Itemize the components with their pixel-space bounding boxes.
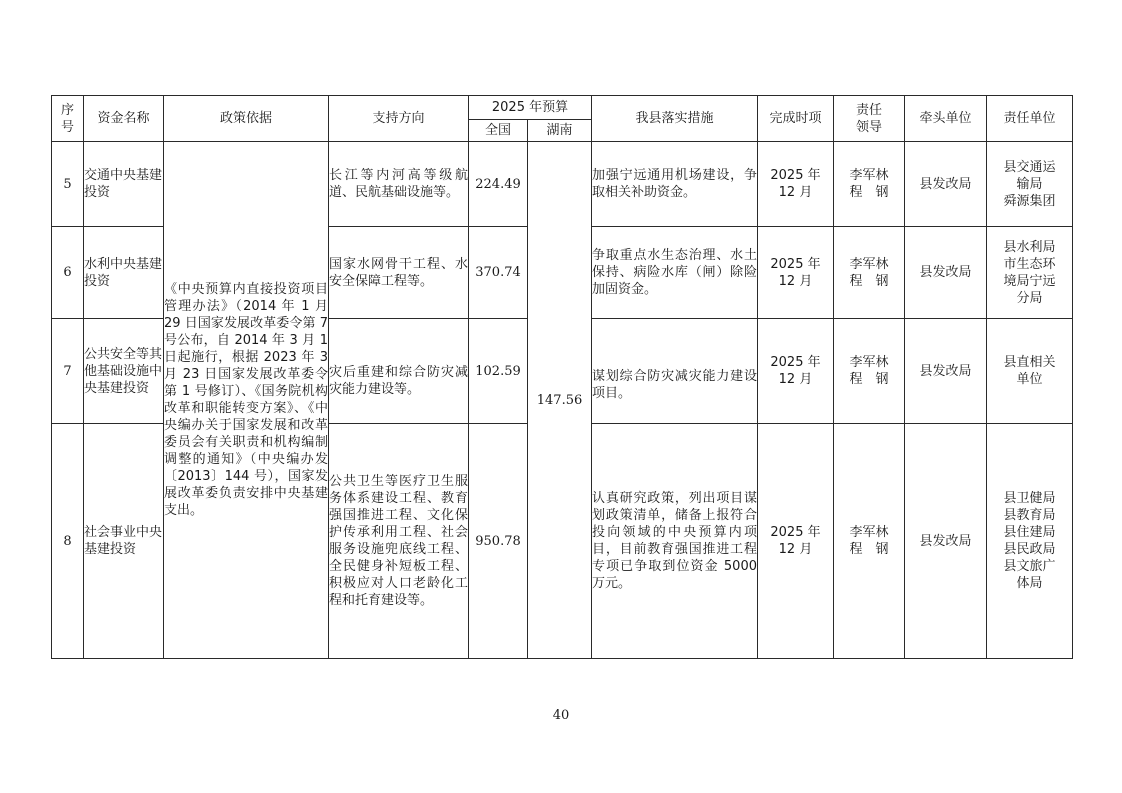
- row-measures: 谋划综合防灾减灾能力建设项目。: [592, 319, 758, 424]
- header-leader: 责任 领导: [834, 96, 905, 142]
- header-fund-name: 资金名称: [84, 96, 164, 142]
- row-support: 灾后重建和综合防灾减灾能力建设等。: [329, 319, 469, 424]
- header-measures: 我县落实措施: [592, 96, 758, 142]
- row-deadline: 2025 年 12 月: [758, 142, 834, 227]
- row-lead-unit: 县发改局: [905, 424, 987, 659]
- row-support: 公共卫生等医疗卫生服务体系建设工程、教育强国推进工程、文化保护传承利用工程、社会服务设施兜底线工程、全民健身补短板工程、积极应对人口老龄化工程和托育建设等。: [329, 424, 469, 659]
- row-fund-name: 社会事业中央基建投资: [84, 424, 164, 659]
- header-support: 支持方向: [329, 96, 469, 142]
- fund-table: [51, 95, 1073, 659]
- header-resp-unit: 责任单位: [987, 96, 1073, 142]
- row-seq: 7: [52, 319, 84, 424]
- row-national-budget: 370.74: [469, 227, 528, 319]
- header-lead-unit: 牵头单位: [905, 96, 987, 142]
- row-fund-name: 公共安全等其他基础设施中央基建投资: [84, 319, 164, 424]
- row-deadline: 2025 年 12 月: [758, 227, 834, 319]
- row-fund-name: 交通中央基建投资: [84, 142, 164, 227]
- row-national-budget: 950.78: [469, 424, 528, 659]
- header-deadline: 完成时项: [758, 96, 834, 142]
- row-lead-unit: 县发改局: [905, 227, 987, 319]
- row-measures: 争取重点水生态治理、水土保持、病险水库（闸）除险加固资金。: [592, 227, 758, 319]
- row-deadline: 2025 年 12 月: [758, 319, 834, 424]
- row-measures: 加强宁远通用机场建设，争取相关补助资金。: [592, 142, 758, 227]
- row-seq: 8: [52, 424, 84, 659]
- header-national: 全国: [469, 120, 528, 142]
- hunan-budget: 147.56: [528, 142, 592, 659]
- row-lead-unit: 县发改局: [905, 142, 987, 227]
- table-row: [52, 142, 1073, 227]
- row-support: 国家水网骨干工程、水安全保障工程等。: [329, 227, 469, 319]
- row-resp-unit: 县直相关 单位: [987, 319, 1073, 424]
- row-resp-unit: 县交通运 输局 舜源集团: [987, 142, 1073, 227]
- page-number: 40: [552, 708, 570, 723]
- row-national-budget: 102.59: [469, 319, 528, 424]
- row-national-budget: 224.49: [469, 142, 528, 227]
- row-support: 长江等内河高等级航道、民航基础设施等。: [329, 142, 469, 227]
- header-hunan: 湖南: [528, 120, 592, 142]
- row-seq: 5: [52, 142, 84, 227]
- policy-basis: 《中央预算内直接投资项目管理办法》（2014 年 1 月 29 日国家发展改革委令第 7 号公布，自 2014 年 3 月 1 日起施行，根据 2023 年 3 月 23 日国家发展改革委令第 1 号修订）、《国务院机构改革和职能转变方案》、《中央编办关于国家发展和改革委员会有关职责和机构编制调整的通知》（中央编办发〔2013〕144 号），国家发展改革委负责安排中央基建支出。: [164, 142, 329, 659]
- row-leader: 李军林 程 钢: [834, 424, 905, 659]
- row-deadline: 2025 年 12 月: [758, 424, 834, 659]
- row-resp-unit: 县水利局 市生态环 境局宁远 分局: [987, 227, 1073, 319]
- row-resp-unit: 县卫健局 县教育局 县住建局 县民政局 县文旅广 体局: [987, 424, 1073, 659]
- row-leader: 李军林 程 钢: [834, 227, 905, 319]
- row-lead-unit: 县发改局: [905, 319, 987, 424]
- row-fund-name: 水利中央基建投资: [84, 227, 164, 319]
- header-row-1: [52, 96, 1073, 120]
- row-seq: 6: [52, 227, 84, 319]
- row-leader: 李军林 程 钢: [834, 319, 905, 424]
- header-budget: 2025 年预算: [469, 96, 592, 120]
- header-policy: 政策依据: [164, 96, 329, 142]
- row-leader: 李军林 程 钢: [834, 142, 905, 227]
- row-measures: 认真研究政策，列出项目谋划政策清单，储备上报符合投向领域的中央预算内项目，目前教育强国推进工程专项已争取到位资金 5000 万元。: [592, 424, 758, 659]
- header-seq: 序 号: [52, 96, 84, 142]
